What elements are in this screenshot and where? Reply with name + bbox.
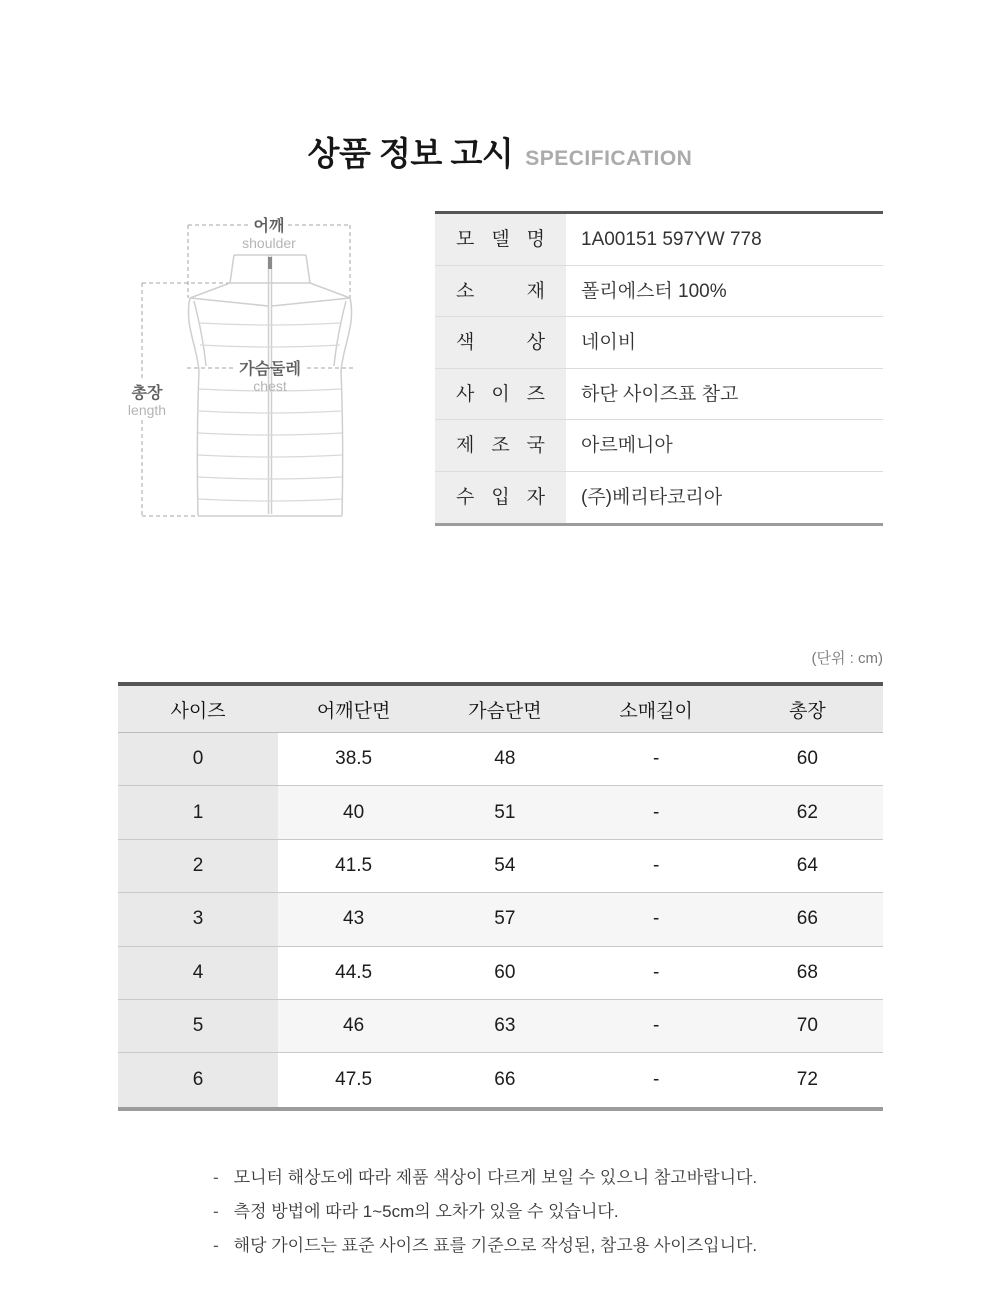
note-dash: - — [213, 1202, 219, 1221]
size-cell: 44.5 — [335, 961, 373, 983]
size-table-row — [118, 1053, 883, 1106]
size-cell: - — [652, 854, 660, 876]
size-cell: - — [652, 961, 660, 983]
vest-quilt-lines — [198, 323, 342, 501]
size-table-header — [118, 686, 883, 733]
size-cell: 1 — [118, 786, 278, 838]
size-cell: 70 — [732, 1000, 883, 1052]
size-table-header-cell: 총장 — [789, 700, 826, 722]
size-cell: - — [581, 1000, 732, 1052]
size-cell: 47.5 — [335, 1069, 373, 1091]
unit-label: (단위 : cm) — [811, 650, 883, 667]
vest-measurement-diagram — [120, 206, 370, 536]
spec-label-material: 소 재 — [435, 266, 566, 317]
size-cell: 2 — [118, 840, 278, 892]
spec-value-importer: (주)베리타코리아 — [581, 486, 723, 508]
size-cell: 62 — [732, 786, 883, 838]
size-cell: 40 — [278, 786, 429, 838]
page-title — [0, 128, 1000, 175]
spec-value-country: 아르메니아 — [581, 435, 673, 456]
page-title-english: SPECIFICATION — [525, 147, 693, 170]
size-cell: 66 — [732, 893, 883, 945]
size-cell: 6 — [118, 1053, 278, 1106]
zipper-pull-icon — [268, 257, 272, 269]
note-text: 모니터 해상도에 따라 제품 색상이 다르게 보일 수 있으니 참고바랍니다. — [233, 1168, 758, 1187]
size-table-header-cell: 가슴단면 — [468, 700, 542, 722]
size-cell: 48 — [494, 748, 516, 770]
size-table-row — [118, 733, 883, 786]
size-table-header-cell: 어깨단면 — [316, 700, 391, 722]
size-table-header-cell: 사이즈 — [170, 700, 226, 722]
size-cell: 60 — [494, 961, 516, 983]
note-text: 해당 가이드는 표준 사이즈 표를 기준으로 작성된, 참고용 사이즈입니다. — [233, 1236, 758, 1255]
size-cell: 64 — [796, 854, 818, 876]
length-label-ko: 총장 — [131, 385, 163, 402]
note-line — [213, 1166, 893, 1189]
spec-value-size: 하단 사이즈표 참고 — [581, 383, 739, 405]
size-table-row — [118, 786, 883, 839]
size-cell: 72 — [796, 1069, 818, 1091]
note-dash: - — [213, 1168, 219, 1187]
length-label-en: length — [127, 402, 167, 418]
size-table-row — [118, 893, 883, 946]
product-spec-table — [435, 211, 883, 526]
spec-row-model — [435, 214, 883, 266]
chest-label-ko: 가슴둘레 — [239, 361, 301, 378]
chest-label-en: chest — [253, 378, 287, 394]
spec-label-color: 색 상 — [435, 317, 566, 368]
spec-row-material — [435, 266, 883, 318]
spec-row-size — [435, 369, 883, 421]
note-dash: - — [213, 1236, 219, 1255]
spec-row-color — [435, 317, 883, 369]
size-cell: 38.5 — [335, 748, 373, 770]
spec-label-country: 제 조 국 — [435, 420, 566, 471]
size-cell: 46 — [278, 1000, 429, 1052]
spec-value-material: 폴리에스터 100% — [581, 280, 727, 302]
spec-value-model: 1A00151 597YW 778 — [581, 229, 762, 250]
size-cell: 68 — [796, 961, 818, 983]
size-cell: 51 — [429, 786, 580, 838]
size-cell: 60 — [796, 748, 818, 770]
shoulder-label-en: shoulder — [242, 235, 296, 251]
size-cell: 5 — [118, 1000, 278, 1052]
size-cell: - — [652, 748, 660, 770]
spec-row-importer — [435, 472, 883, 524]
size-chart-table — [118, 682, 883, 1111]
size-cell: 0 — [118, 733, 278, 785]
footer-notes — [213, 1166, 893, 1268]
spec-row-country — [435, 420, 883, 472]
size-cell: - — [581, 893, 732, 945]
size-table-row — [118, 840, 883, 893]
size-cell: - — [581, 786, 732, 838]
spec-label-size: 사 이 즈 — [435, 369, 566, 420]
size-cell: 3 — [118, 893, 278, 945]
size-table-row — [118, 1000, 883, 1053]
note-line — [213, 1234, 893, 1257]
shoulder-label-ko: 어깨 — [253, 218, 285, 235]
page-title-korean: 상품 정보 고시 — [307, 135, 514, 172]
note-text: 측정 방법에 따라 1~5cm의 오차가 있을 수 있습니다. — [233, 1202, 619, 1221]
size-table-row — [118, 947, 883, 1000]
size-table-header-cell: 소매길이 — [619, 700, 693, 722]
note-line — [213, 1200, 893, 1223]
spec-label-importer: 수 입 자 — [435, 472, 566, 524]
size-cell: 4 — [118, 947, 278, 999]
size-cell: 41.5 — [335, 854, 373, 876]
size-cell: 54 — [494, 854, 516, 876]
spec-label-model: 모 델 명 — [435, 214, 566, 265]
spec-value-color: 네이비 — [581, 332, 637, 353]
size-cell: 66 — [494, 1069, 516, 1091]
size-cell: 63 — [429, 1000, 580, 1052]
size-cell: - — [652, 1069, 660, 1091]
size-cell: 43 — [278, 893, 429, 945]
size-cell: 57 — [429, 893, 580, 945]
